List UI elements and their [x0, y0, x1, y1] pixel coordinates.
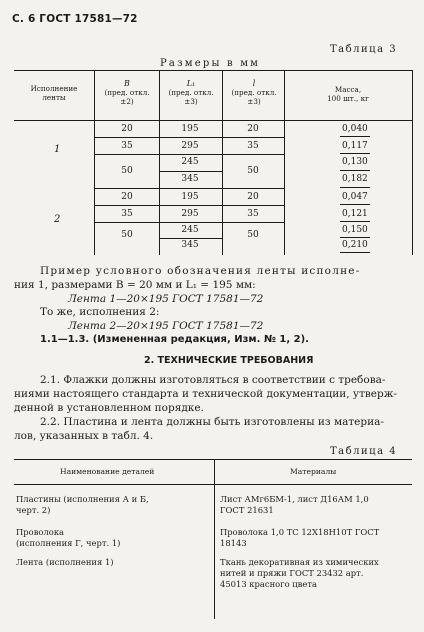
- cell-l: 50: [247, 166, 259, 176]
- cell-l: 35: [247, 209, 259, 219]
- header-B: B (пред. откл. ±2): [104, 79, 150, 106]
- cell-B: 35: [121, 209, 133, 219]
- cell-B: 35: [121, 141, 133, 151]
- cell-mass: 0,040: [342, 124, 368, 134]
- header-mass: Масса, 100 шт., кг: [327, 85, 369, 103]
- paragraph-2-1: ниями настоящего стандарта и технической документации, утверж-: [14, 388, 397, 400]
- table4-part: Проволока (исполнения Г, черт. 1): [16, 527, 121, 548]
- cell-L1: 295: [181, 209, 199, 219]
- cell-l: 20: [247, 124, 259, 134]
- paragraph-2-2: 2.2. Пластина и лента должны быть изготовлены из материа-: [40, 416, 384, 428]
- cell-L1: 345: [181, 174, 199, 184]
- header-l: l (пред. откл. ±3): [231, 79, 277, 106]
- cell-B: 20: [121, 124, 133, 134]
- header-variant: Исполнение ленты: [30, 84, 78, 102]
- table4-material: Ткань декоративная из химических нитей и пряжи ГОСТ 23432 арт. 45013 красного цвета: [220, 557, 379, 589]
- cell-mass: 0,150: [342, 225, 368, 235]
- cell-mass: 0,130: [342, 157, 368, 167]
- cell-L1: 245: [181, 157, 199, 167]
- cell-L1: 295: [181, 141, 199, 151]
- cell-L1: 195: [181, 192, 199, 202]
- cell-mass: 0,117: [342, 141, 368, 151]
- example-formula2: Лента 2—20×195 ГОСТ 17581—72: [68, 320, 264, 332]
- table4-caption: Таблица 4: [330, 446, 398, 457]
- amendment-note: 1.1—1.3. (Измененная редакция, Изм. № 1, 2).: [40, 334, 309, 345]
- cell-L1: 345: [181, 240, 199, 250]
- table4-part: Пластины (исполнения А и Б, черт. 2): [16, 494, 149, 515]
- header-L1: L₁ (пред. откл. ±3): [168, 79, 214, 106]
- example-line3: То же, исполнения 2:: [40, 306, 160, 318]
- example-line2: ния 1, размерами B = 20 мм и L₁ = 195 мм:: [14, 279, 256, 291]
- table4-header-materials: Материалы: [290, 467, 337, 476]
- cell-B: 50: [121, 230, 133, 240]
- group-label-1: 1: [54, 144, 61, 155]
- table3-caption: Таблица 3: [330, 44, 398, 55]
- cell-mass: 0,047: [342, 192, 368, 202]
- cell-l: 35: [247, 141, 259, 151]
- page-header: С. 6 ГОСТ 17581—72: [12, 13, 138, 25]
- table4-material: Проволока 1,0 ТС 12Х18Н10Т ГОСТ 18143: [220, 527, 380, 548]
- table3-subtitle: Размеры в мм: [160, 58, 261, 69]
- paragraph-2-1: 2.1. Флажки должны изготовляться в соответствии с требова-: [40, 374, 386, 386]
- cell-L1: 245: [181, 225, 199, 235]
- cell-mass: 0,182: [342, 174, 368, 184]
- cell-B: 20: [121, 192, 133, 202]
- section-title: 2. ТЕХНИЧЕСКИЕ ТРЕБОВАНИЯ: [144, 355, 314, 366]
- table4-material: Лист АМг6БМ-1, лист Д16АМ 1,0 ГОСТ 21631: [220, 494, 369, 515]
- paragraph-2-2: лов, указанных в табл. 4.: [14, 430, 154, 442]
- paragraph-2-1: денной в установленном порядке.: [14, 402, 204, 414]
- group-label-2: 2: [54, 214, 61, 225]
- table4-part: Лента (исполнения 1): [16, 557, 114, 567]
- cell-B: 50: [121, 166, 133, 176]
- example-line1: Пример условного обозначения ленты исполне-: [40, 265, 361, 277]
- cell-l: 50: [247, 230, 259, 240]
- cell-l: 20: [247, 192, 259, 202]
- table4-header-parts: Наименование деталей: [60, 467, 155, 476]
- cell-L1: 195: [181, 124, 199, 134]
- cell-mass: 0,121: [342, 209, 368, 219]
- example-formula1: Лента 1—20×195 ГОСТ 17581—72: [68, 293, 264, 305]
- cell-mass: 0,210: [342, 240, 368, 250]
